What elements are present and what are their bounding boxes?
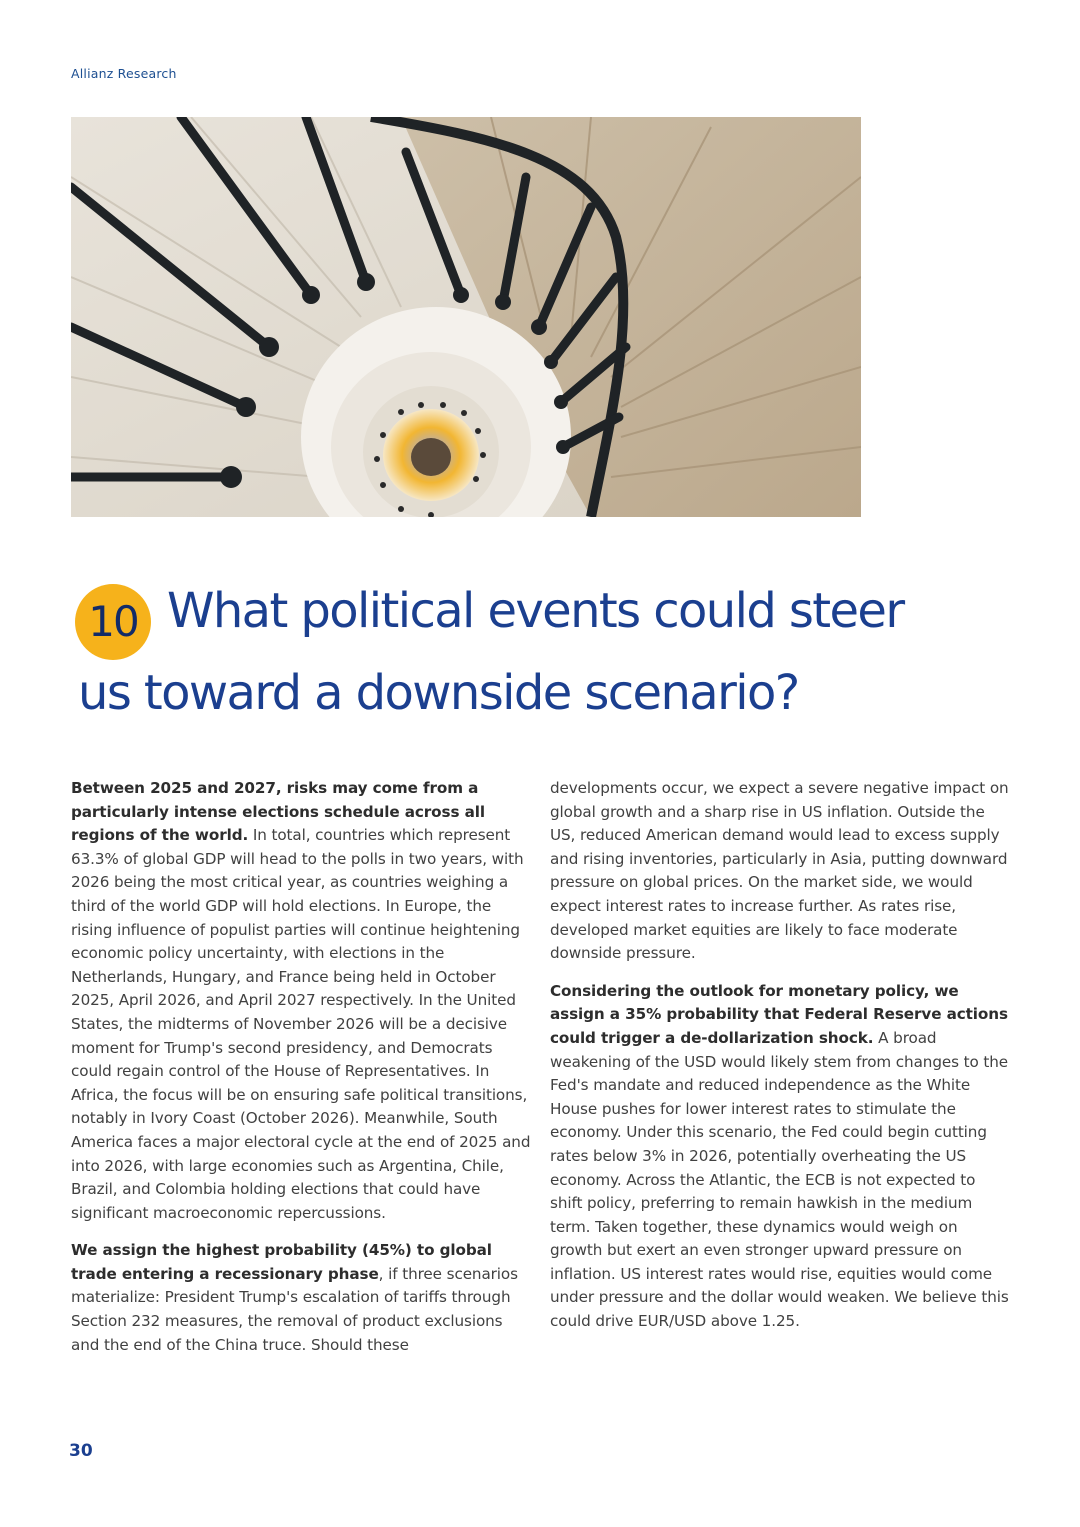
- left-column: [71, 777, 533, 1371]
- paragraph-trade: [71, 1239, 533, 1357]
- right-column: [550, 777, 1012, 1348]
- paragraph-lead: We assign the highest probability (45%) to global trade entering a recessionary phase: [71, 1241, 492, 1283]
- paragraph-body: A broad weakening of the USD would likely stem from changes to the Fed's mandate and reduced independence as the White House pushes for lower interest rates to stimulate the economy. Under this scenario, the Fed could begin cutting rates below 3% in 2026, potentially overheating the US economy. Across the Atlantic, the ECB is not expected to shift policy, preferring to remain hawkish in the medium term. Taken together, these dynamics would weigh on growth but exert an even stronger upward pressure on inflation. US interest rates would rise, equities would come under pressure and the dollar would weaken. We believe this could drive EUR/USD above 1.25.: [550, 1028, 1009, 1331]
- paragraph-elections: [71, 777, 533, 1225]
- staircase-illustration: [71, 117, 861, 517]
- hero-photo-spiral-staircase: [71, 117, 861, 517]
- paragraph-lead: Between 2025 and 2027, risks may come from a particularly intense elections schedule across all regions of the world.: [71, 779, 485, 845]
- paragraph-body: , if three scenarios materialize: President Trump's escalation of tariffs through Section 232 measures, the removal of product exclusions and the end of the China truce. Should these: [71, 1264, 518, 1354]
- paragraph-body: In total, countries which represent 63.3% of global GDP will head to the polls in two years, with 2026 being the most critical year, as countries weighing a third of the world GDP will hold elections. In Europe, the rising influence of populist parties will continue heightening economic policy uncertainty, with elections in the Netherlands, Hungary, and France being held in October 2025, April 2026, and April 2027 respectively. In the United States, the midterms of November 2026 will be a decisive moment for Trump's second presidency, and Democrats could regain control of the House of Representatives. In Africa, the focus will be on ensuring safe political transitions, notably in Ivory Coast (October 2026). Meanwhile, South America faces a major electoral cycle at the end of 2025 and into 2026, with large economies such as Argentina, Chile, Brazil, and Colombia holding elections that could have significant macroeconomic repercussions.: [71, 826, 531, 1222]
- title-line-2: us toward a downside scenario?: [78, 665, 799, 721]
- title-text-1: What political events could steer: [167, 583, 904, 639]
- paragraph-lead: Considering the outlook for monetary policy, we assign a 35% probability that Federal Reserve actions could trigger a de-dollarization shock.: [550, 981, 1008, 1047]
- title-line-1: [78, 578, 1038, 660]
- paragraph-monetary: [550, 980, 1012, 1334]
- page-title: [78, 578, 1038, 726]
- section-number-badge: 10: [75, 584, 151, 660]
- page-number: 30: [69, 1441, 93, 1461]
- section-label: Allianz Research: [71, 66, 177, 81]
- paragraph-trade-continued: developments occur, we expect a severe negative impact on global growth and a sharp rise in US inflation. Outside the US, reduced American demand would lead to excess supply and rising inventories, particularly in Asia, putting downward pressure on global prices. On the market side, we would expect interest rates to increase further. As rates rise, developed market equities are likely to face moderate downside pressure.: [550, 779, 1009, 963]
